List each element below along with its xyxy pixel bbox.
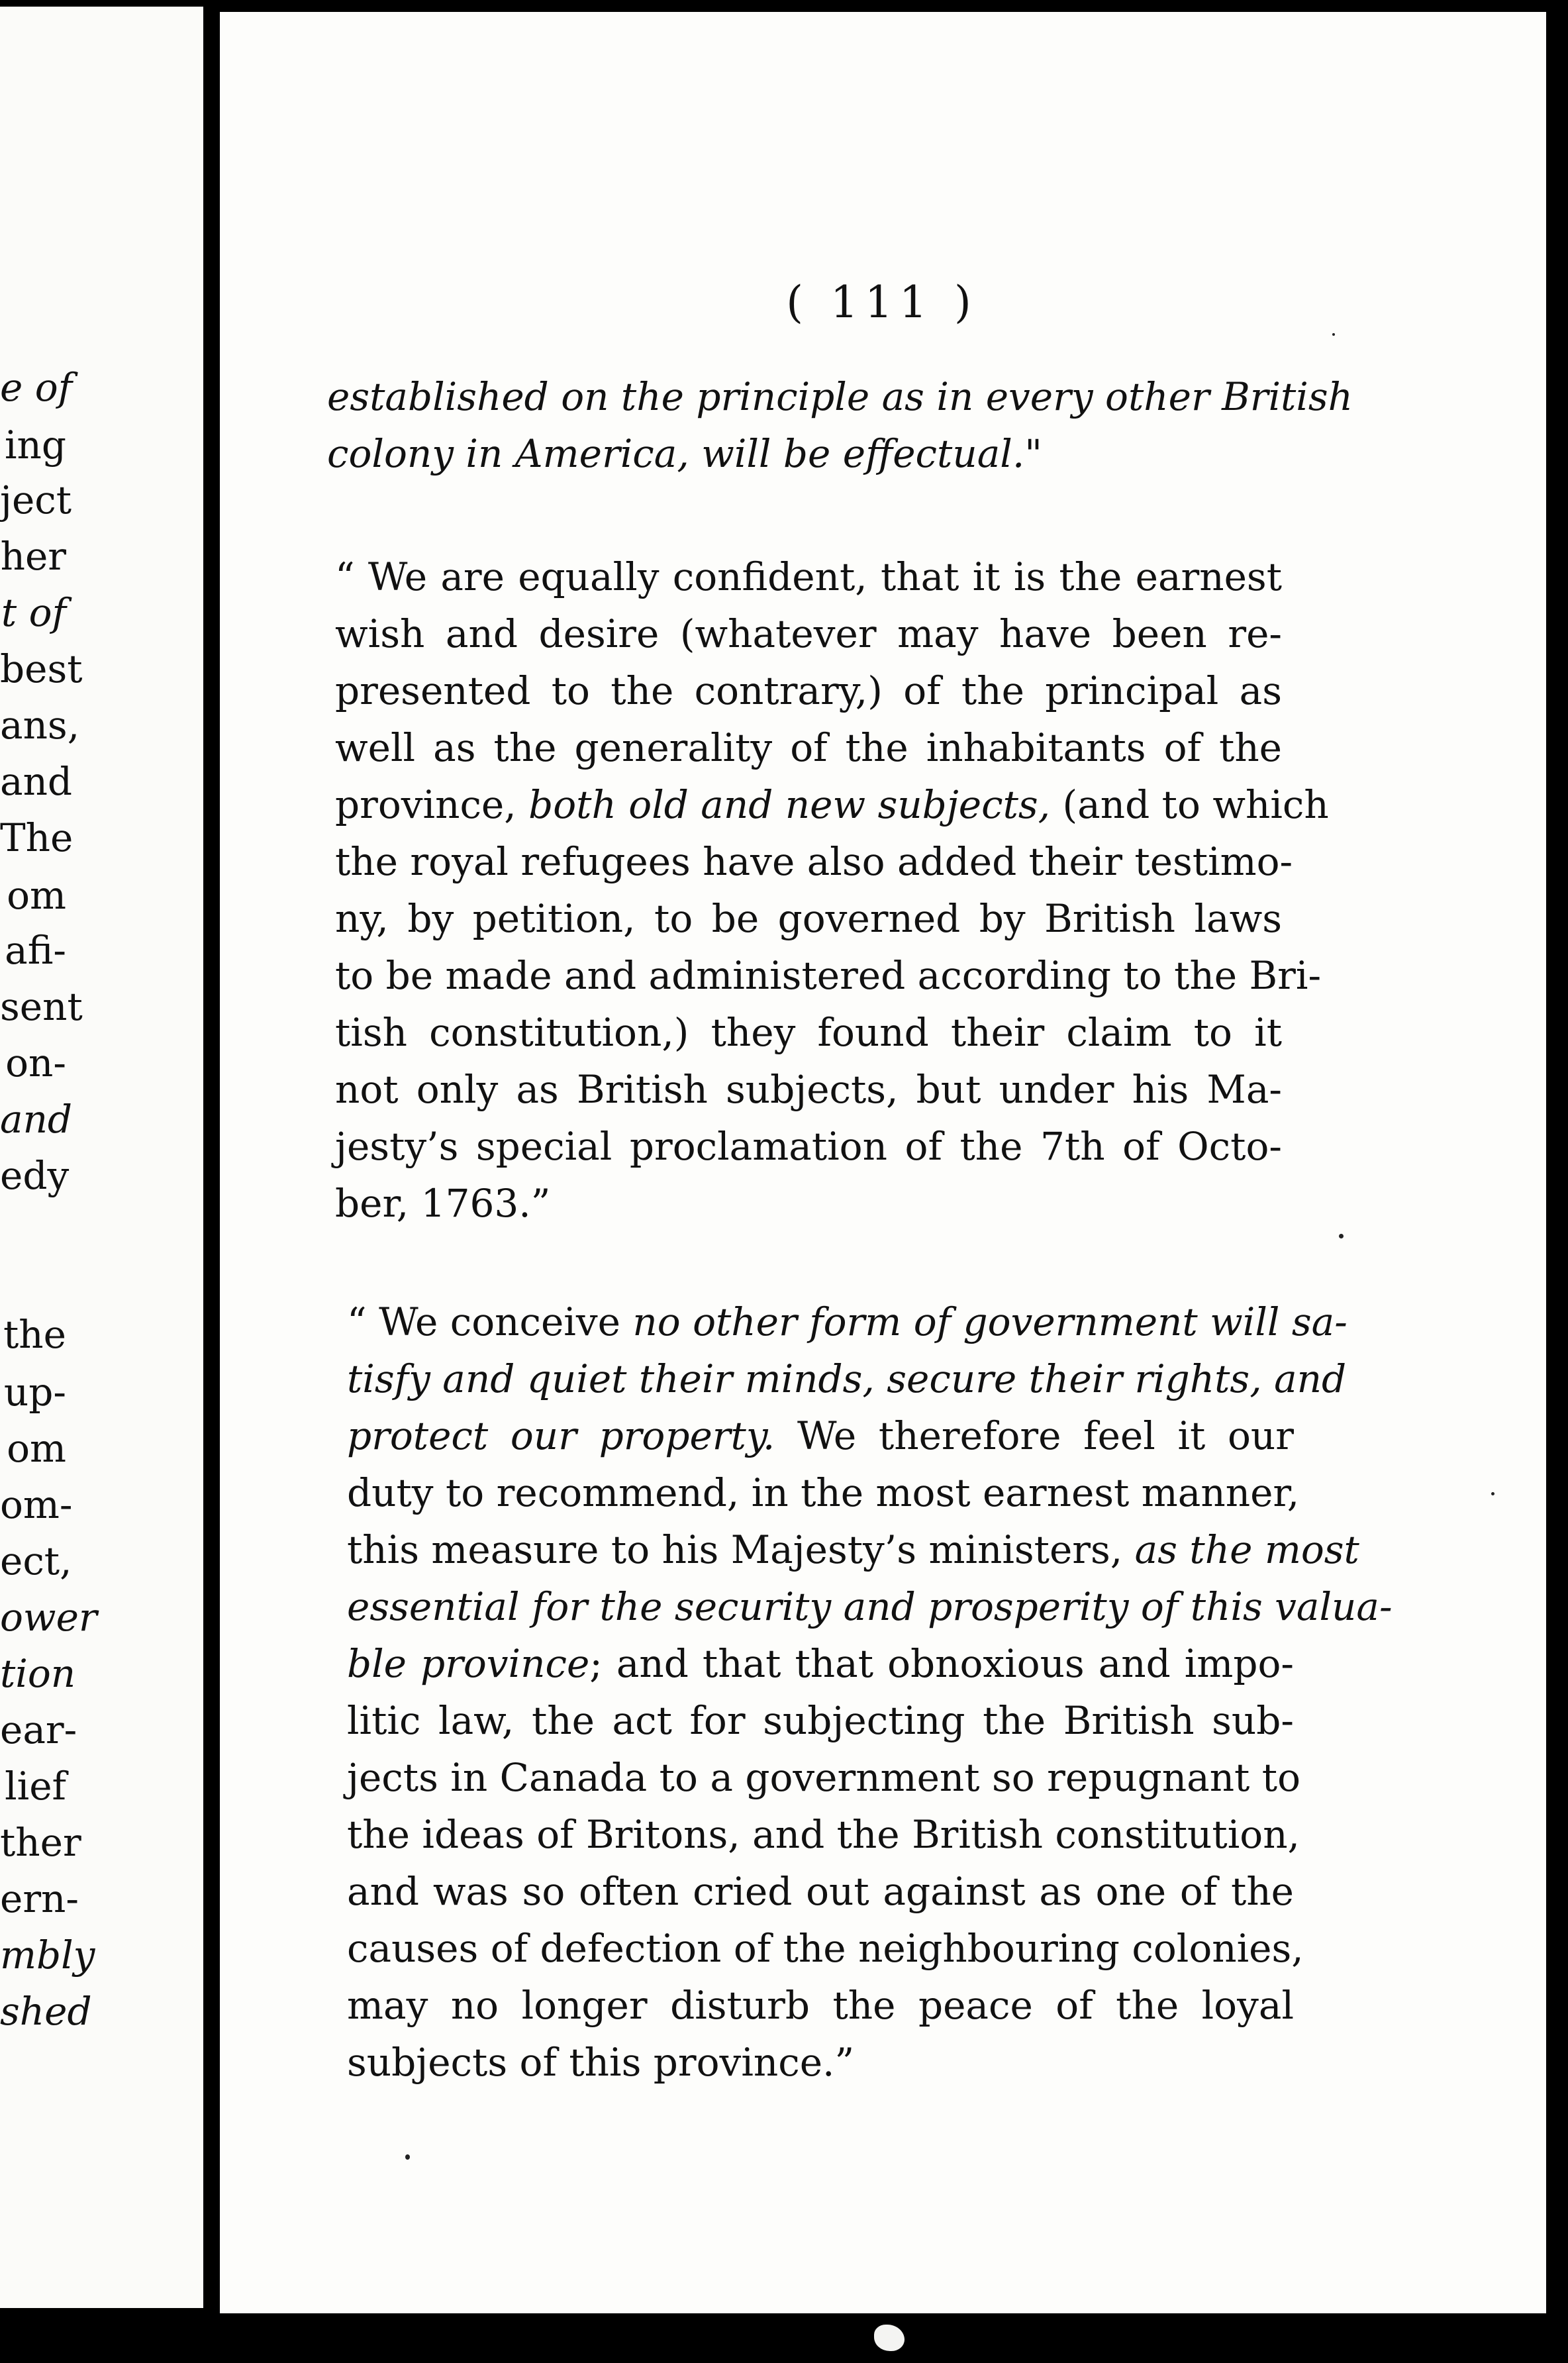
roman-text: (and to which xyxy=(1050,782,1329,827)
text-line xyxy=(335,1118,1282,1175)
text-line xyxy=(335,890,1282,947)
roman-text: tish constitution,) they found their claim to it xyxy=(335,1010,1282,1055)
paper-speck xyxy=(1332,333,1335,336)
text-line xyxy=(335,1175,1282,1232)
italic-text: essential for the security and prosperity of this valua- xyxy=(347,1584,1393,1629)
italic-text: both old and new subjects, xyxy=(528,782,1051,827)
roman-text: duty to recommend, in the most earnest manner, xyxy=(347,1470,1300,1515)
italic-text: no other form of government will sa- xyxy=(632,1299,1348,1344)
roman-text: well as the generality of the inhabitants of the xyxy=(335,725,1282,770)
left-page-fragment xyxy=(0,7,203,2308)
text-line xyxy=(347,1464,1300,1521)
left-page-text-fragment: and xyxy=(0,759,73,804)
left-page-text-fragment: the xyxy=(3,1312,66,1357)
text-line xyxy=(347,1350,1347,1407)
text-line xyxy=(327,425,1274,482)
left-page-text-fragment: up- xyxy=(3,1370,66,1415)
text-line xyxy=(347,1635,1294,1692)
left-page-text-fragment: e of xyxy=(0,365,73,410)
text-line xyxy=(335,548,1282,605)
left-page-text-fragment: ear- xyxy=(0,1707,77,1752)
roman-text: “ We are equally confident, that it is the earnest xyxy=(335,554,1282,599)
roman-text: may no longer disturb the peace of the loyal xyxy=(347,1983,1294,2028)
paragraph-2 xyxy=(335,548,1329,1232)
left-page-text-fragment: ern- xyxy=(0,1876,79,1921)
text-line xyxy=(335,605,1282,662)
text-line xyxy=(347,1977,1294,2034)
left-page-text-fragment: shed xyxy=(0,1989,92,2034)
left-page-text-fragment: edy xyxy=(0,1153,70,1198)
text-line xyxy=(335,662,1282,719)
italic-text: tisfy and quiet their minds, secure their rights, and xyxy=(347,1356,1347,1401)
left-page-text-fragment: om xyxy=(7,873,66,918)
roman-text: We therefore feel it our xyxy=(775,1413,1295,1458)
text-line xyxy=(335,776,1329,833)
left-page-text-fragment: best xyxy=(0,646,83,691)
left-page-text-fragment: t of xyxy=(1,590,66,635)
text-line xyxy=(335,833,1293,890)
text-line xyxy=(335,1004,1282,1061)
left-page-text-fragment: ing xyxy=(4,423,66,468)
text-line xyxy=(347,1692,1294,1749)
roman-text: jects in Canada to a government so repugnant to xyxy=(347,1755,1301,1800)
left-page-text-fragment: The xyxy=(0,815,74,860)
italic-text: as the most xyxy=(1134,1527,1359,1572)
left-page-text-fragment: ower xyxy=(0,1595,97,1640)
italic-text: protect our property. xyxy=(347,1413,775,1458)
left-page-text-fragment: lief xyxy=(5,1764,66,1809)
text-line xyxy=(347,1863,1294,1920)
roman-text: the royal refugees have also added their testimo- xyxy=(335,839,1293,884)
text-line xyxy=(347,1920,1304,1977)
paper-speck xyxy=(1339,1234,1344,1238)
roman-text: not only as British subjects, but under his Ma- xyxy=(335,1067,1282,1112)
text-line xyxy=(335,719,1282,776)
text-line xyxy=(347,1749,1301,1806)
left-page-text-fragment: on- xyxy=(5,1040,66,1085)
text-line xyxy=(335,947,1322,1004)
roman-text: the ideas of Britons, and the British constitution, xyxy=(347,1812,1300,1857)
text-line xyxy=(327,368,1353,425)
left-page-text-fragment: her xyxy=(0,534,66,579)
roman-text: subjects of this province.” xyxy=(347,2040,855,2085)
roman-text: jesty’s special proclamation of the 7th of Octo- xyxy=(335,1124,1282,1169)
roman-text: province, xyxy=(335,782,529,827)
italic-text: established on the principle as in every other British xyxy=(327,374,1353,419)
roman-text: " xyxy=(1024,431,1042,476)
text-line xyxy=(347,1293,1348,1350)
roman-text: litic law, the act for subjecting the British sub- xyxy=(347,1698,1294,1743)
paper-speck xyxy=(405,2154,410,2160)
roman-text: to be made and administered according to the Bri- xyxy=(335,953,1322,998)
left-page-text-fragment: ther xyxy=(0,1820,81,1865)
binding-mark xyxy=(874,2325,905,2351)
roman-text: ber, 1763.” xyxy=(335,1181,551,1226)
paper-speck xyxy=(1491,1492,1494,1495)
roman-text: this measure to his Majesty’s ministers, xyxy=(347,1527,1135,1572)
roman-text: presented to the contrary,) of the principal as xyxy=(335,668,1282,713)
page-number: ( 111 ) xyxy=(786,277,978,328)
italic-text: ble province xyxy=(347,1641,590,1686)
left-page-text-fragment: om- xyxy=(0,1482,73,1527)
text-line xyxy=(347,1578,1393,1635)
left-page-text-fragment: sent xyxy=(0,984,83,1029)
paragraph-1 xyxy=(327,368,1353,482)
text-line xyxy=(347,1407,1294,1464)
roman-text: ; and that that obnoxious and impo- xyxy=(589,1641,1294,1686)
paragraph-3 xyxy=(347,1293,1393,2091)
left-page-text-fragment: ect, xyxy=(0,1538,72,1584)
left-page-text-fragment: om xyxy=(7,1426,66,1471)
roman-text: ny, by petition, to be governed by British laws xyxy=(335,896,1282,941)
roman-text: wish and desire (whatever may have been re- xyxy=(335,611,1282,656)
left-page-text-fragment: ans, xyxy=(0,703,80,748)
text-line xyxy=(347,2034,1294,2091)
italic-text: colony in America, will be effectual. xyxy=(327,431,1025,476)
roman-text: “ We conceive xyxy=(347,1299,633,1344)
left-page-text-fragment: mbly xyxy=(0,1933,95,1978)
text-line xyxy=(335,1061,1282,1118)
book-page xyxy=(220,12,1546,2313)
left-page-text-fragment: afi- xyxy=(5,928,66,973)
left-page-text-fragment: and xyxy=(0,1097,73,1142)
text-line xyxy=(347,1521,1359,1578)
roman-text: causes of defection of the neighbouring colonies, xyxy=(347,1926,1304,1971)
roman-text: and was so often cried out against as one of the xyxy=(347,1869,1294,1914)
left-page-text-fragment: tion xyxy=(0,1651,76,1696)
text-line xyxy=(347,1806,1300,1863)
left-page-text-fragment: ject xyxy=(0,478,72,523)
